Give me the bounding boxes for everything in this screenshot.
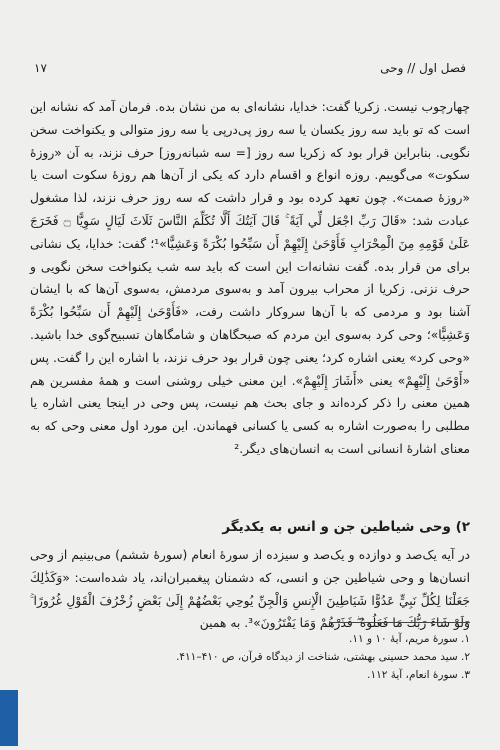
section-paragraph: در آیه یک‌صد و دوازده و یک‌صد و سیزده از سورهٔ انعام (سورهٔ ششم) می‌بینیم از وحی انسان‌ها و وحی شیاطین جن و انسی، که دشمنان پیغمبران‌اند، یاد شده‌است: «وَكَذَٰلِكَ جَعَلْنَا لِكُلِّ نَبِيٍّ عَدُوًّا شَيَاطِينَ الْإِنسِ وَالْجِنِّ يُوحِي بَعْضُهُمْ إِلَىٰ بَعْضٍ زُخْرُفَ الْقَوْلِ غُرُورًا ۚ وَلَوْ شَاءَ رَبُّكَ مَا فَعَلُوهُ ۖ فَذَرْهُمْ وَمَا يَفْتَرُونَ»³. به همین <box>30 548 470 631</box>
footnote-item: ۳. سورهٔ انعام، آیهٔ ۱۱۲. <box>367 669 470 681</box>
footnote-item: ۲. سید محمد حسینی بهشتی، شناخت از دیدگاه قرآن، ص ۴۱۰–۴۱۱. <box>176 651 470 663</box>
page-number: ۱۷ <box>34 61 47 75</box>
footnotes <box>30 630 470 684</box>
footnote-item: ۱. سورهٔ مریم، آیهٔ ۱۰ و ۱۱. <box>349 633 470 645</box>
footnote-divider <box>330 622 470 623</box>
main-paragraph <box>30 96 470 461</box>
page-edge-tab <box>0 690 18 746</box>
paragraph-text: چهارچوب نیست. زکریا گفت: خدایا، نشانه‌ای به من نشان بده. فرمان آمد که نشانه این است که تو باید سه روز یکسان یا سه روز پی‌درپی یا سه روز متوالی و یکنواخت سخن نگویی. بنابراین قرار بود که زکریا سه روز [= سه شبانه‌روز] حرف نزند، به آن «روزهٔ سکوت» می‌گوییم. روزه انواع و اقسام دارد که یکی از آن‌ها هم روزهٔ سکوت است یا «روزهٔ صمت». چون تعهد کرده بود و قرار داشت که سه روز حرف نزند، لذا مشغول عبادت شد: «قَالَ رَبِّ اجْعَل لِّي آيَةً ۚ قَالَ آيَتُكَ أَلَّا تُكَلِّمَ النَّاسَ ثَلَاثَ لَيَالٍ سَوِيًّا ۝ فَخَرَجَ عَلَىٰ قَوْمِهِ مِنَ الْمِحْرَابِ فَأَوْحَىٰ إِلَيْهِمْ أَن سَبِّحُوا بُكْرَةً وَعَشِيًّا»¹؛ گفت: خدایا، یک نشانی برای من قرار بده. گفت نشانه‌ات این است که باید سه شب یکنواخت سخن نگویی و حرف نزنی. زکریا از محراب بیرون آمد و به‌سوی مردمش، به‌سوی آن‌ها که با ایشان آشنا بود و مردمی که با آن‌ها سروکار داشت رفت، «فَأَوْحَىٰ إِلَيْهِمْ أَن سَبِّحُوا بُكْرَةً وَعَشِيًّا»؛ وحی کرد به‌سوی این مردم که صبحگاهان و شامگاهان تسبیح‌گوی خدا باشید. «وحی کرد» یعنی اشاره کرد؛ یعنی چون قرار بود حرف نزند، با اشاره این را گفت. پس «أَوْحَىٰ إِلَيْهِمْ» یعنی «أَشَارَ إِلَيْهِمْ». این معنی خیلی روشنی است و همهٔ مفسرین هم همین معنی را ذکر کرده‌اند و جای بحث هم نیست، پس وحی در اینجا یعنی اشاره یا مطلبی را به‌صورت اشاره به کسی یا کسانی فهماندن. این مورد اول معنی وحی که به معنای اشارهٔ انسانی است به انسان‌های دیگر.² <box>30 100 470 456</box>
section-heading: ۲) وحی شیاطین جن و انس به یکدیگر <box>222 519 470 535</box>
chapter-title: فصل اول // وحی <box>380 61 466 75</box>
running-header <box>34 58 466 78</box>
